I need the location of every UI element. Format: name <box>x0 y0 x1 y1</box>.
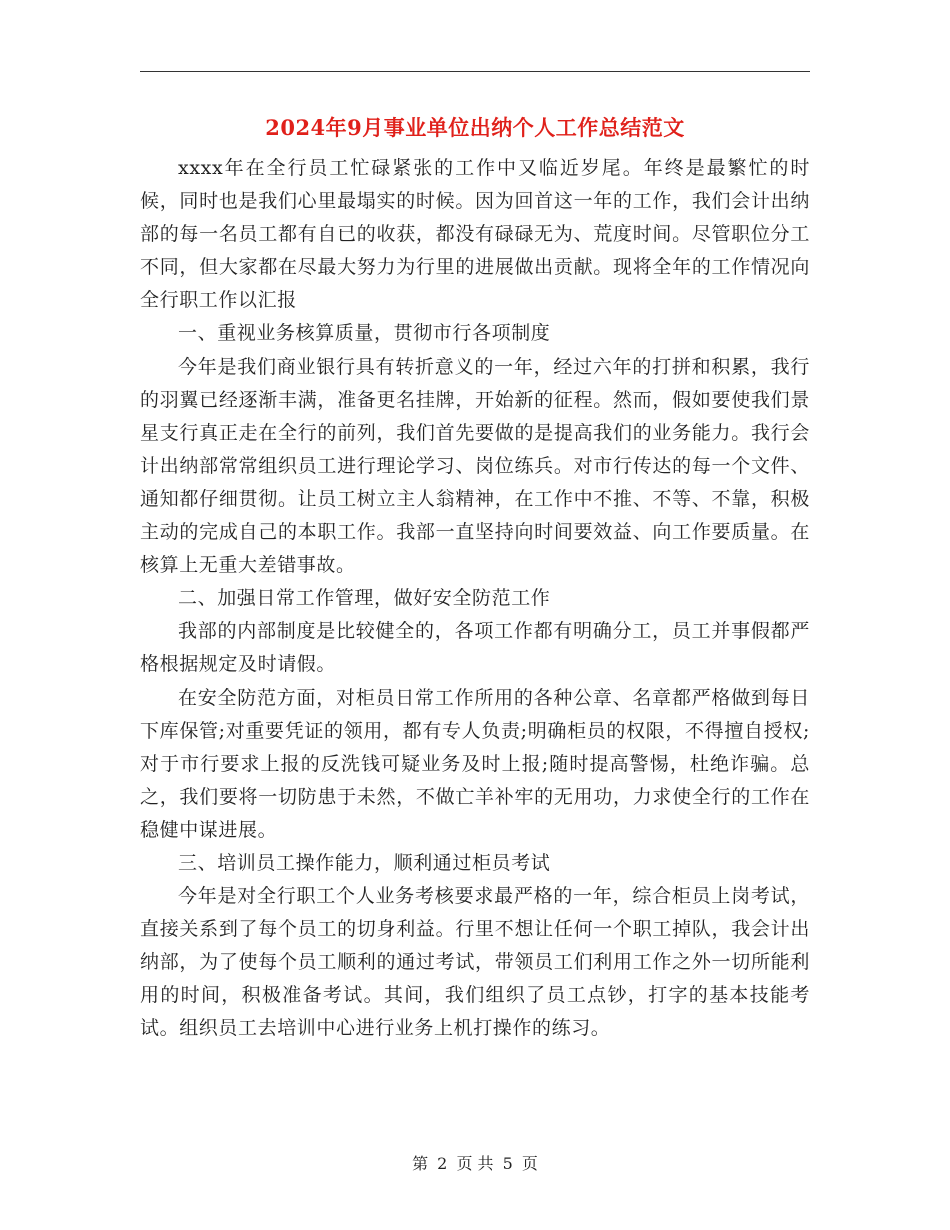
paragraph-section-2b: 在安全防范方面，对柜员日常工作所用的各种公章、名章都严格做到每日下库保管;对重要凭证的领用，都有专人负责;明确柜员的权限，不得擅自授权;对于市行要求上报的反洗钱可疑业务及时上报;随时提高警惕，杜绝诈骗。总之，我们要将一切防患于未然，不做亡羊补牢的无用功，力求使全行的工作在稳健中谋进展。 <box>140 686 810 841</box>
page-footer <box>140 1152 810 1176</box>
document-body <box>140 152 810 1046</box>
header-rule <box>140 71 810 72</box>
paragraph-section-3: 今年是对全行职工个人业务考核要求最严格的一年，综合柜员上岗考试，直接关系到了每个员工的切身利益。行里不想让任何一个职工掉队，我会计出纳部，为了使每个员工顺利的通过考试，带领员工们利用工作之外一切所能利用的时间，积极准备考试。其间，我们组织了员工点钞，打字的基本技能考试。组织员工去培训中心进行业务上机打操作的练习。 <box>140 885 810 1040</box>
paragraph-intro: xxxx年在全行员工忙碌紧张的工作中又临近岁尾。年终是最繁忙的时候，同时也是我们心里最塌实的时候。因为回首这一年的工作，我们会计出纳部的每一名员工都有自已的收获，都没有碌碌无为、荒度时间。尽管职位分工不同，但大家都在尽最大努力为行里的进展做出贡献。现将全年的工作情况向全行职工作以汇报 <box>140 157 810 312</box>
current-page-number: 2 <box>437 1154 448 1173</box>
section-heading-3: 三、培训员工操作能力，顺利通过柜员考试 <box>178 851 551 874</box>
paragraph-section-2a: 我部的内部制度是比较健全的，各项工作都有明确分工，员工并事假都严格根据规定及时请假。 <box>140 620 810 676</box>
section-heading-1: 一、重视业务核算质量，贯彻市行各项制度 <box>178 322 551 345</box>
footer-middle: 页 共 <box>456 1154 494 1173</box>
total-pages-number: 5 <box>502 1154 513 1173</box>
document-title: 2024年9月事业单位出纳个人工作总结范文 <box>265 115 685 140</box>
footer-prefix: 第 <box>412 1154 429 1173</box>
section-heading-2: 二、加强日常工作管理，做好安全防范工作 <box>178 587 551 610</box>
footer-suffix: 页 <box>521 1154 538 1173</box>
paragraph-section-1: 今年是我们商业银行具有转折意义的一年，经过六年的打拼和积累，我行的羽翼已经逐渐丰满，准备更名挂牌，开始新的征程。然而，假如要使我们景星支行真正走在全行的前列，我们首先要做的是提高我们的业务能力。我行会计出纳部常常组织员工进行理论学习、岗位练兵。对市行传达的每一个文件、通知都仔细贯彻。让员工树立主人翁精神，在工作中不推、不等、不靠，积极主动的完成自己的本职工作。我部一直坚持向时间要效益、向工作要质量。在核算上无重大差错事故。 <box>140 355 810 577</box>
